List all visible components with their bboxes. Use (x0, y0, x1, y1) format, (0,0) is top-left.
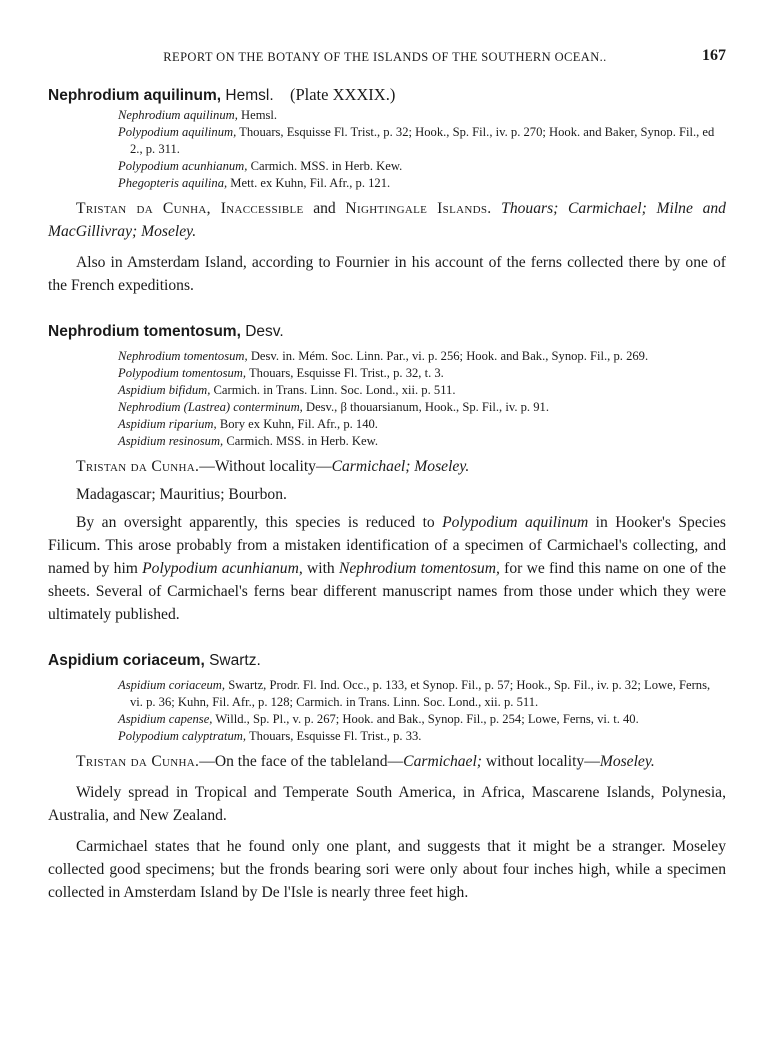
synonym-name: Aspidium resinosum, (118, 434, 224, 448)
locality-collectors: Thouars; Carmichael; Milne and MacGillivray; Moseley. (48, 200, 726, 240)
note-taxon: Nephrodium tomentosum, (338, 560, 500, 577)
distribution-paragraph: Widely spread in Tropical and Temperate South America, in Africa, Mascarene Islands, Polynesia, Australia, and New Zealand. (48, 784, 726, 824)
synonym-name: Nephrodium (Lastrea) conterminum, (118, 400, 303, 414)
synonym-reference: Swartz, Prodr. Fl. Ind. Occ., p. 133, et Synop. Fil., p. 57; Hook., Sp. Fil., iv. p. 32; Lowe, Ferns, vi. p. 36; Kuhn, Fil. Afr., p. 128; Carmich. in Trans. Linn. Soc. Lond., xii. p. 511. (130, 678, 711, 709)
synonym-reference: Willd., Sp. Pl., v. p. 267; Hook. and Bak., Synop. Fil., p. 254; Lowe, Ferns, vi. t. 40. (215, 712, 639, 726)
synonym-name: Aspidium bifidum, (118, 383, 211, 397)
note-text: for we find this name on one of the sheets. Several of Carmichael's ferns bear different manuscript names from those under which they were ultimately published. (48, 560, 727, 623)
note-text: By an oversight apparently, this species is reduced to (76, 514, 435, 531)
species-author: Hemsl. (225, 87, 274, 104)
note-text: with (307, 560, 335, 577)
synonym-name: Polypodium tomentosum, (118, 366, 247, 380)
page-number: 167 (702, 47, 726, 64)
locality-paragraph (48, 750, 726, 773)
locality-collector: Moseley. (599, 753, 655, 770)
synonym-entry (60, 175, 726, 192)
synonym-entry (60, 124, 726, 158)
synonym-list (48, 107, 726, 192)
synonym-reference: Thouars, Esquisse Fl. Trist., p. 32, t. 3. (248, 366, 444, 380)
synonym-name: Nephrodium tomentosum, (118, 349, 248, 363)
synonym-name: Polypodium calyptratum, (118, 729, 247, 743)
locality-paragraph (48, 197, 726, 243)
synonym-entry (60, 382, 726, 399)
synonym-reference: Mett. ex Kuhn, Fil. Afr., p. 121. (230, 176, 391, 190)
species-author: Swartz. (209, 652, 261, 669)
locality-collector: Carmichael; (403, 753, 482, 770)
synonym-entry (60, 677, 726, 711)
locality-text: —Without locality— (199, 458, 332, 475)
locality-collectors: Carmichael; Moseley. (331, 458, 470, 475)
synonym-reference: Carmich. MSS. in Herb. Kew. (250, 159, 403, 173)
note-text: in Hooker's Species Filicum. This arose probably from a mistaken identification of a specimen of Carmichael's collecting, and named by him (48, 514, 726, 577)
synonym-reference: Desv., β thouarsianum, Hook., Sp. Fil., iv. p. 91. (305, 400, 549, 414)
locality-conjunction: and (313, 200, 336, 217)
species-entry (48, 84, 726, 297)
page-body (48, 84, 726, 904)
locality-place: Tristan da Cunha, Inaccessible (76, 200, 304, 217)
note-taxon: Polypodium acunhianum, (142, 560, 303, 577)
synonym-entry (60, 416, 726, 433)
synonym-list (48, 677, 726, 745)
synonym-name: Nephrodium aquilinum, (118, 108, 238, 122)
synonym-reference: Carmich. MSS. in Herb. Kew. (226, 434, 379, 448)
locality-place: Tristan da Cunha. (76, 753, 200, 770)
synonym-reference: Thouars, Esquisse Fl. Trist., p. 32; Hook., Sp. Fil., iv. p. 270; Hook. and Baker, Synop. Fil., ed 2., p. 311. (130, 125, 715, 156)
synonym-reference: Bory ex Kuhn, Fil. Afr., p. 140. (219, 417, 378, 431)
locality-place: Tristan da Cunha. (76, 458, 200, 475)
synonym-entry (60, 433, 726, 450)
synonym-reference: Thouars, Esquisse Fl. Trist., p. 33. (248, 729, 422, 743)
species-entry (48, 650, 726, 904)
synonym-entry (60, 711, 726, 728)
synonym-reference: Desv. in. Mém. Soc. Linn. Par., vi. p. 256; Hook. and Bak., Synop. Fil., p. 269. (250, 349, 649, 363)
synonym-entry (60, 399, 726, 416)
synonym-name: Aspidium coriaceum, (118, 678, 226, 692)
running-title: REPORT ON THE BOTANY OF THE ISLANDS OF THE SOUTHERN OCEAN.. (163, 50, 607, 64)
synonym-entry (60, 348, 726, 365)
synonym-name: Polypodium acunhianum, (118, 159, 248, 173)
synonym-name: Aspidium capense, (118, 712, 213, 726)
synonym-entry (60, 728, 726, 745)
synonym-list (48, 348, 726, 450)
plate-reference: (Plate XXXIX.) (289, 85, 396, 104)
locality-text: —On the face of the tableland— (199, 753, 404, 770)
species-heading (48, 650, 726, 672)
synonym-name: Aspidium riparium, (118, 417, 217, 431)
species-author: Desv. (245, 323, 284, 340)
synonym-name: Phegopteris aquilina, (118, 176, 228, 190)
species-entry (48, 321, 726, 626)
synonym-reference: Carmich. in Trans. Linn. Soc. Lond., xii. p. 511. (213, 383, 456, 397)
distribution-paragraph: Madagascar; Mauritius; Bourbon. (76, 486, 287, 503)
species-name: Nephrodium aquilinum, (48, 87, 222, 104)
synonym-entry (60, 107, 726, 124)
species-name: Aspidium coriaceum, (48, 652, 205, 669)
synonym-name: Polypodium aquilinum, (118, 125, 237, 139)
note-paragraph: Carmichael states that he found only one plant, and suggests that it might be a stranger. Moseley collected good specimens; but the fronds bearing sori were only about four inches high, while a specimen collected in Amsterdam Island by De l'Isle is nearly three feet high. (48, 838, 726, 901)
species-heading (48, 321, 726, 343)
note-paragraph (48, 511, 726, 626)
locality-paragraph (48, 455, 726, 478)
synonym-entry (60, 158, 726, 175)
synonym-reference: Hemsl. (241, 108, 278, 122)
locality-place-2: Nightingale Islands. (345, 200, 492, 217)
note-taxon: Polypodium aquilinum (442, 514, 589, 531)
species-name: Nephrodium tomentosum, (48, 323, 241, 340)
running-header (0, 47, 776, 70)
species-heading (48, 84, 726, 107)
note-paragraph: Also in Amsterdam Island, according to Fournier in his account of the ferns collected there by one of the French expeditions. (48, 254, 726, 294)
locality-text: without locality— (485, 753, 600, 770)
synonym-entry (60, 365, 726, 382)
